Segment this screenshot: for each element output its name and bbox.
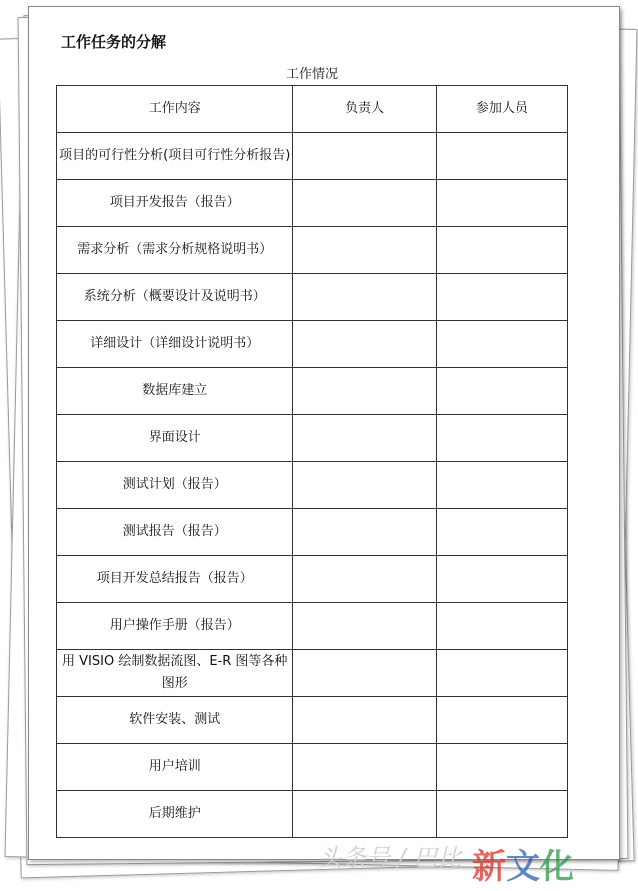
work-task-table (56, 85, 568, 838)
table-row (57, 133, 568, 180)
task-cell: 项目开发总结报告（报告） (57, 556, 293, 603)
participants-cell (436, 556, 567, 603)
owner-cell (293, 556, 436, 603)
owner-cell (293, 368, 436, 415)
table-row (57, 650, 568, 697)
owner-cell (293, 650, 436, 697)
watermark-logo (468, 842, 618, 888)
table-row (57, 415, 568, 462)
owner-cell (293, 462, 436, 509)
participants-cell (436, 321, 567, 368)
owner-cell (293, 697, 436, 744)
document-page (28, 6, 620, 860)
participants-cell (436, 509, 567, 556)
owner-cell (293, 415, 436, 462)
participants-cell (436, 603, 567, 650)
owner-cell (293, 227, 436, 274)
owner-cell (293, 603, 436, 650)
owner-cell (293, 791, 436, 838)
task-cell: 测试计划（报告） (57, 462, 293, 509)
owner-cell (293, 133, 436, 180)
table-row (57, 321, 568, 368)
owner-cell (293, 321, 436, 368)
participants-cell (436, 180, 567, 227)
task-cell: 用 VISIO 绘制数据流图、E-R 图等各种图形 (57, 650, 293, 697)
owner-cell (293, 509, 436, 556)
participants-cell (436, 791, 567, 838)
task-cell: 数据库建立 (57, 368, 293, 415)
task-cell: 详细设计（详细设计说明书） (57, 321, 293, 368)
table-caption: 工作情况 (285, 67, 338, 82)
participants-cell (436, 650, 567, 697)
table-row (57, 509, 568, 556)
table-row (57, 791, 568, 838)
participants-cell (436, 415, 567, 462)
table-row (57, 227, 568, 274)
watermark-text: 头条号 / 巴比 (318, 844, 462, 872)
task-cell: 系统分析（概要设计及说明书） (57, 274, 293, 321)
owner-cell (293, 744, 436, 791)
column-header-participants: 参加人员 (436, 86, 567, 133)
task-cell: 界面设计 (57, 415, 293, 462)
table-row (57, 462, 568, 509)
task-cell: 项目开发报告（报告） (57, 180, 293, 227)
table-body (57, 133, 568, 838)
task-cell: 项目的可行性分析(项目可行性分析报告) (57, 133, 293, 180)
task-cell: 后期维护 (57, 791, 293, 838)
task-cell: 测试报告（报告） (57, 509, 293, 556)
owner-cell (293, 180, 436, 227)
task-cell: 用户培训 (57, 744, 293, 791)
task-cell: 软件安装、测试 (57, 697, 293, 744)
table-row (57, 274, 568, 321)
table-row (57, 556, 568, 603)
task-cell: 用户操作手册（报告） (57, 603, 293, 650)
table-row (57, 603, 568, 650)
participants-cell (436, 368, 567, 415)
table-header-row (57, 86, 568, 133)
column-header-content: 工作内容 (57, 86, 293, 133)
owner-cell (293, 274, 436, 321)
participants-cell (436, 274, 567, 321)
page-title: 工作任务的分解 (61, 33, 167, 51)
svg-text:新文化: 新文化 (472, 847, 574, 887)
participants-cell (436, 227, 567, 274)
column-header-owner: 负责人 (293, 86, 436, 133)
participants-cell (436, 744, 567, 791)
table-row (57, 180, 568, 227)
participants-cell (436, 697, 567, 744)
participants-cell (436, 462, 567, 509)
task-cell: 需求分析（需求分析规格说明书） (57, 227, 293, 274)
table-row (57, 744, 568, 791)
table-row (57, 697, 568, 744)
table-row (57, 368, 568, 415)
participants-cell (436, 133, 567, 180)
